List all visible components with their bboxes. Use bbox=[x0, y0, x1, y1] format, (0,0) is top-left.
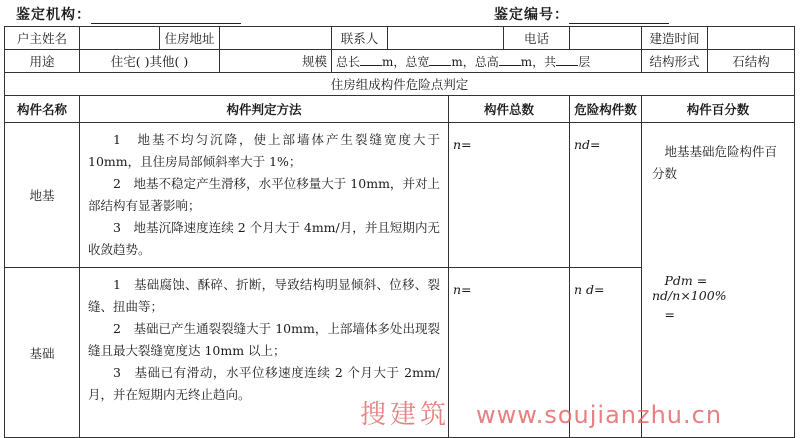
len-blank[interactable] bbox=[360, 54, 382, 66]
method-item: 3 地基沉降速度连续 2 个月大于 4mm/月，并且短期内无收敛趋势。 bbox=[88, 220, 440, 257]
percent-title: 地基基础危险构件百分数 bbox=[652, 144, 778, 181]
built-label: 建造时间 bbox=[642, 27, 708, 50]
contact-input[interactable] bbox=[388, 27, 504, 50]
phone-label: 电话 bbox=[504, 27, 570, 50]
percent-formula: Pdm = nd/n×100% bbox=[652, 273, 727, 303]
address-label: 住房地址 bbox=[160, 27, 220, 50]
percent-cell bbox=[642, 123, 795, 438]
floor-unit: 层 bbox=[578, 54, 591, 69]
address-input[interactable] bbox=[220, 27, 332, 50]
owner-label: 户主姓名 bbox=[5, 27, 80, 50]
struct-value: 石结构 bbox=[708, 50, 795, 73]
number-label: 鉴定编号： bbox=[494, 7, 569, 23]
use-options[interactable]: 住宅( )其他( ) bbox=[80, 50, 220, 73]
phone-input[interactable] bbox=[570, 27, 642, 50]
col-total-header: 构件总数 bbox=[449, 96, 570, 123]
col-method-header: 构件判定方法 bbox=[80, 96, 449, 123]
method-item: 1 地基不均匀沉降，使上部墙体产生裂缝宽度大于 10mm，且住房局部倾斜率大于 1%； bbox=[88, 132, 440, 169]
method-list bbox=[80, 123, 449, 268]
floors-blank[interactable] bbox=[556, 54, 578, 66]
section-title: 住房组成构件危险点判定 bbox=[5, 73, 795, 96]
height-label: m，总高 bbox=[451, 54, 499, 69]
component-name: 基础 bbox=[5, 268, 80, 438]
percent-equals[interactable]: = bbox=[664, 307, 675, 322]
col-name-header: 构件名称 bbox=[5, 96, 80, 123]
number-field bbox=[494, 4, 669, 24]
watermark-cn: 搜建筑 bbox=[360, 400, 451, 430]
use-label: 用途 bbox=[5, 50, 80, 73]
width-blank[interactable] bbox=[429, 54, 451, 66]
col-danger-header: 危险构件数 bbox=[570, 96, 642, 123]
len-label: 总长 bbox=[336, 54, 361, 69]
component-name: 地基 bbox=[5, 123, 80, 268]
appraisal-table bbox=[4, 26, 795, 438]
built-input[interactable] bbox=[708, 27, 795, 50]
org-field bbox=[16, 4, 241, 24]
col-percent-header: 构件百分数 bbox=[642, 96, 795, 123]
scale-values[interactable] bbox=[332, 50, 642, 73]
height-blank[interactable] bbox=[499, 54, 521, 66]
org-blank[interactable] bbox=[91, 9, 241, 24]
method-item: 2 基础已产生通裂裂缝大于 10mm，上部墙体多处出现裂缝且最大裂缝宽度达 10mm 以上； bbox=[88, 321, 440, 358]
owner-input[interactable] bbox=[80, 27, 160, 50]
number-blank[interactable] bbox=[569, 9, 669, 24]
watermark bbox=[360, 394, 722, 431]
total-count[interactable]: n= bbox=[449, 123, 570, 268]
org-label: 鉴定机构： bbox=[16, 7, 91, 23]
method-item: 3 基础已有滑动，水平位移速度连续 2 个月大于 2mm/月，并在短期内无终止趋向。 bbox=[88, 365, 440, 402]
contact-label: 联系人 bbox=[332, 27, 388, 50]
width-label: m，总宽 bbox=[382, 54, 430, 69]
method-item: 1 基础腐蚀、酥碎、折断，导致结构明显倾斜、位移、裂缝、扭曲等； bbox=[88, 277, 440, 314]
watermark-url: www.soujianzhu.cn bbox=[476, 401, 723, 429]
danger-count[interactable]: n d= bbox=[570, 268, 642, 438]
method-item: 2 地基不稳定产生滑移，水平位移量大于 10mm，并对上部结构有显著影响； bbox=[88, 176, 440, 213]
struct-label: 结构形式 bbox=[642, 50, 708, 73]
floors-label: m，共 bbox=[520, 54, 557, 69]
danger-count[interactable]: nd= bbox=[570, 123, 642, 268]
total-count[interactable]: n= bbox=[449, 268, 570, 438]
table-row bbox=[5, 123, 795, 268]
scale-label: 规模 bbox=[220, 50, 332, 73]
